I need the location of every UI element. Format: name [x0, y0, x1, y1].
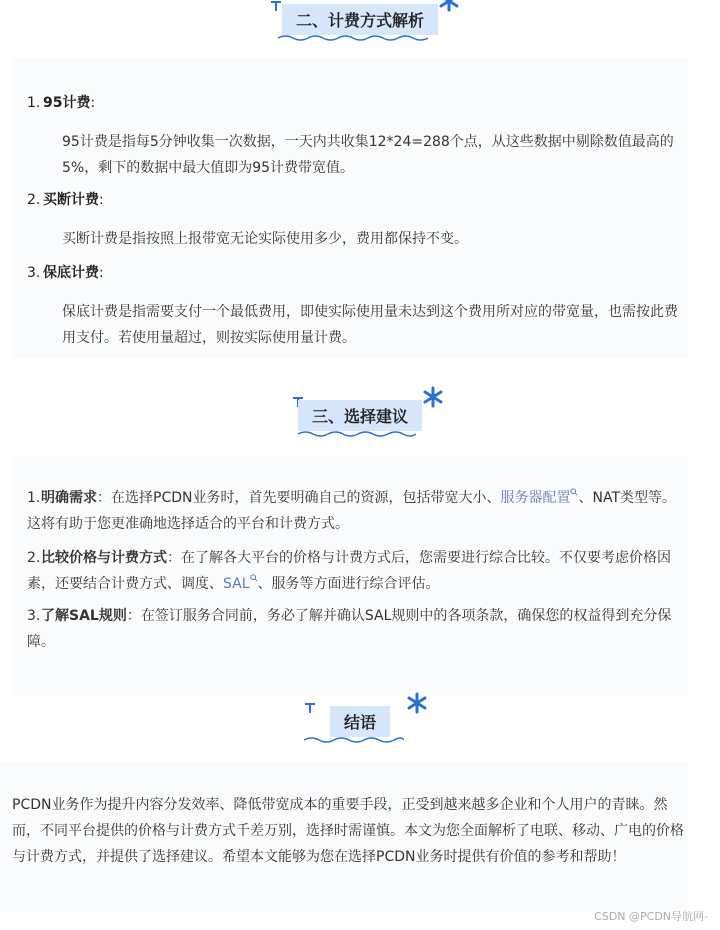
s2-item-2-head [27, 189, 104, 209]
s3-item-3 [27, 603, 687, 655]
search-icon[interactable] [250, 574, 258, 582]
conclusion-text: PCDN业务作为提升内容分发效率、降低带宽成本的重要手段，正受到越来越多企业和个人用户的青睐。然而，不同平台提供的价格与计费方式千差万别，选择时需谨慎。本文为您全面解析了电联、移动、广电的价格与计费方式，并提供了选择建议。希望本文能够为您在选择PCDN业务时提供有价值的参考和帮助！ [12, 797, 684, 865]
item-number: 3. [27, 265, 41, 281]
conclusion-heading-label: 结语 [330, 706, 390, 737]
item-colon: ： [126, 608, 141, 624]
item-number: 3. [27, 608, 41, 624]
s2-item-1-text: 95计费是指每5分钟收集一次数据，一天内共收集12*24=288个点，从这些数据中剔除数值最高的5%，剩下的数据中最大值即为95计费带宽值。 [62, 134, 674, 176]
sal-link[interactable]: SAL [223, 576, 250, 592]
s2-item-3-head [27, 262, 104, 282]
item-title: 买断计费 [43, 192, 99, 208]
wave-underline [278, 34, 428, 42]
item-colon: ： [167, 550, 181, 566]
asterisk-icon [406, 692, 428, 714]
item-colon: : [99, 192, 104, 208]
item-title: 明确需求 [41, 490, 97, 506]
item-text: 在选择PCDN业务时，首先要明确自己的资源，包括带宽大小、 [111, 490, 501, 506]
item-title: 95计费 [43, 95, 91, 111]
section2-heading [282, 2, 438, 36]
conclusion-heading [330, 704, 390, 738]
s3-item-2 [27, 545, 687, 597]
item-colon: : [90, 95, 96, 111]
asterisk-icon [422, 386, 444, 408]
section3-heading [298, 398, 422, 432]
item-text: 、服务等方面进行综合评估。 [257, 576, 440, 592]
item-number: 2. [27, 192, 41, 208]
item-title: 保底计费 [43, 265, 99, 281]
wave-underline [298, 430, 416, 438]
s3-item-1 [27, 485, 687, 537]
section2-heading-label: 二、计费方式解析 [282, 4, 438, 35]
wave-underline [304, 736, 404, 744]
item-text: 在签订服务合同前，务必了解并确认SAL规则中的各项条款，确保您的权益得到充分保障。 [27, 608, 672, 650]
s2-item-1-head [27, 92, 95, 112]
item-title: 比较价格与计费方式 [41, 550, 167, 566]
item-text: 、NAT类型等。这将有助于您更准确地选择适合的平台和计费方式。 [27, 490, 676, 532]
tick-icon [304, 702, 316, 714]
tick-icon [270, 0, 282, 12]
item-number: 1. [27, 95, 41, 111]
item-title: 了解SAL规则 [41, 608, 127, 624]
asterisk-icon [438, 0, 460, 12]
s2-item-2-text: 买断计费是指按照上报带宽无论实际使用多少，费用都保持不变。 [62, 231, 468, 247]
section3-heading-label: 三、选择建议 [298, 400, 422, 431]
item-number: 1. [27, 490, 41, 506]
item-number: 2. [27, 550, 41, 566]
item-colon: : [99, 265, 104, 281]
server-config-link[interactable]: 服务器配置 [500, 490, 571, 506]
s2-item-3-text: 保底计费是指需要支付一个最低费用，即使实际使用量未达到这个费用所对应的带宽量，也需按此费用支付。若使用量超过，则按实际使用量计费。 [62, 304, 678, 346]
csdn-watermark: CSDN @PCDN导航网- [594, 910, 708, 923]
item-colon: ： [97, 490, 111, 506]
item-text: 在了解各大平台的价格与计费方式后，您需要进行综合比较。不仅要考虑价格因素，还要结合计费方式、调度、 [27, 550, 671, 592]
